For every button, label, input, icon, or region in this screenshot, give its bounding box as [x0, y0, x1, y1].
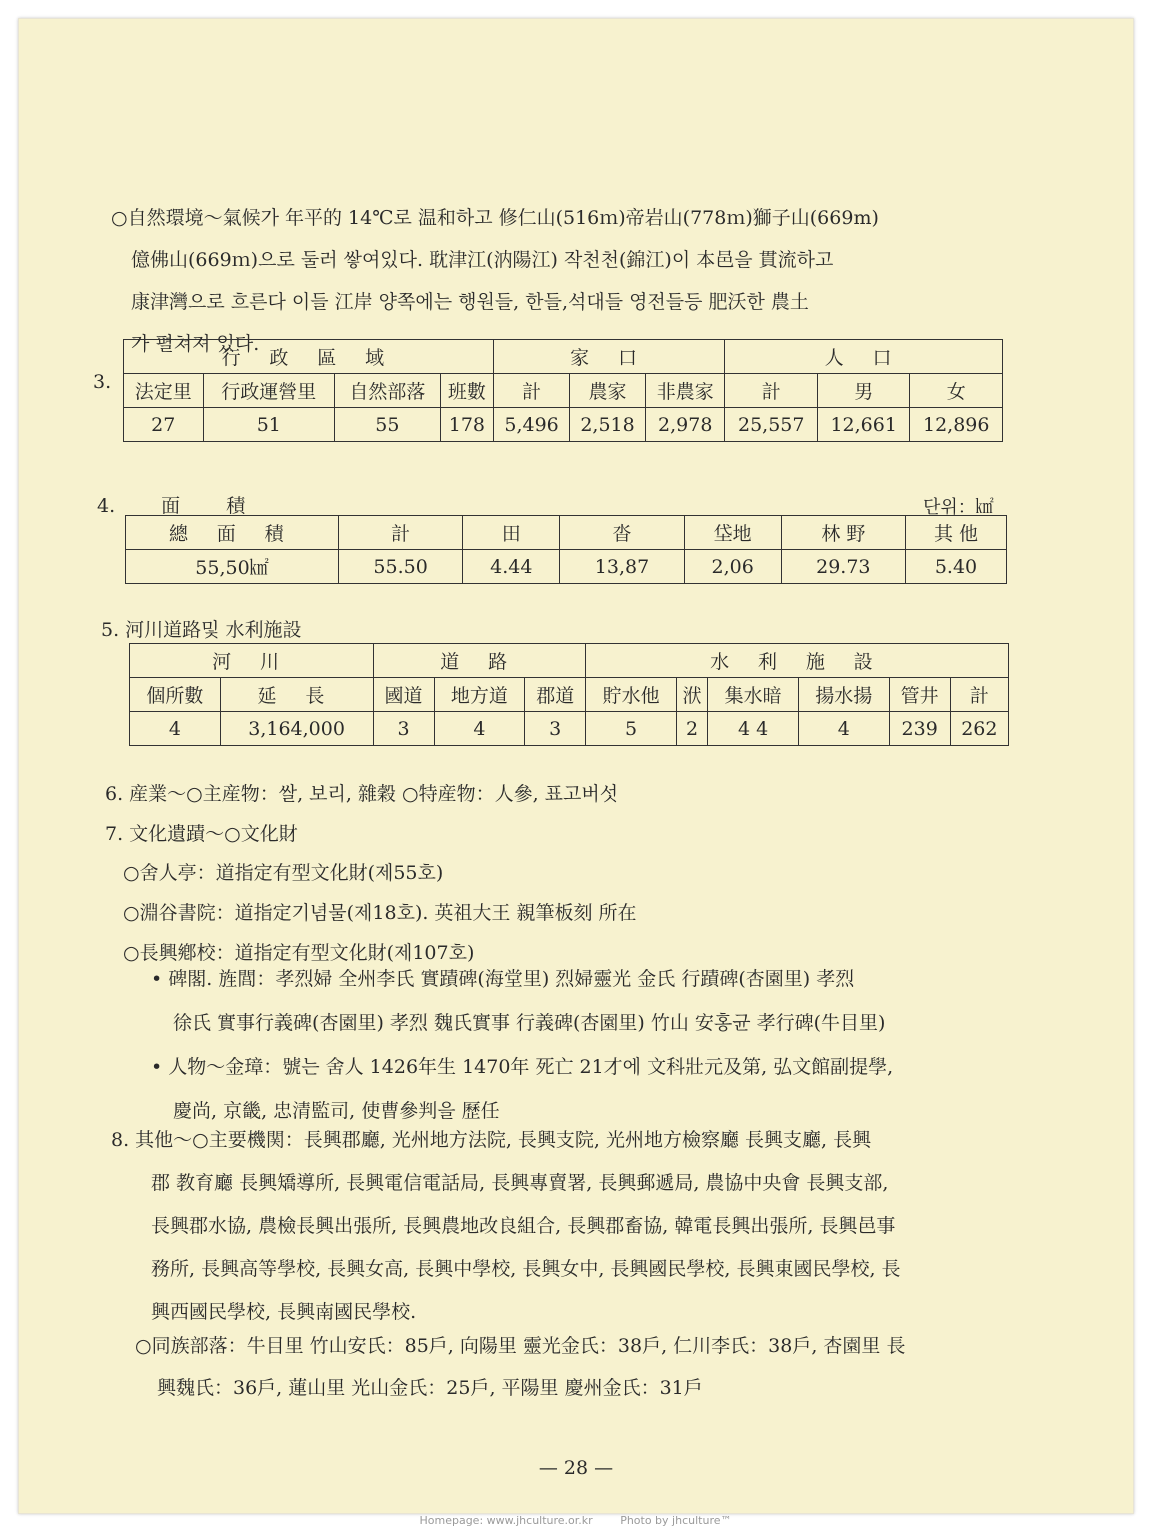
bullet-line: 徐氏 實事行義碑(杏園里) 孝烈 魏氏實事 行義碑(杏園里) 竹山 安홍균 孝行碑(牛目里): [173, 1012, 886, 1034]
intro-line: 億佛山(669ｍ)으로 둘러 쌓여있다. 耽津江(汭陽江) 작천천(錦江)이 本邑을 貫流하고: [131, 249, 834, 271]
table-cell: 2,978: [645, 408, 725, 442]
table-cell: 178: [440, 408, 493, 442]
monuments-and-people: [151, 957, 1041, 1133]
table-cell: 2,518: [570, 408, 646, 442]
list-item: ○舍人亭：道指定有型文化財(제55호): [123, 862, 444, 884]
table-cell: 12,661: [817, 408, 909, 442]
column-header: 法定里: [124, 374, 204, 408]
table-cell: 3: [373, 712, 434, 746]
paragraph-line: 8. 其他～○主要機関：長興郡廳, 光州地方法院, 長興支院, 光州地方檢察廳 長興支廳, 長興: [111, 1129, 872, 1151]
group-header: 家 口: [494, 340, 725, 374]
group-header: 河 川: [130, 644, 374, 678]
section-4-title: 4. 面 積: [97, 495, 246, 517]
section-5-title: 5. 河川道路및 水利施設: [101, 619, 302, 641]
list-item: ○長興鄕校：道指定有型文化財(제107호): [123, 942, 475, 964]
table-cell: 27: [124, 408, 204, 442]
table-cell: 2,06: [684, 550, 781, 584]
column-header: 田: [463, 516, 560, 550]
table-cell: 5.40: [905, 550, 1006, 584]
column-header: 男: [817, 374, 909, 408]
table-cell: 4: [130, 712, 221, 746]
column-header: 計: [950, 678, 1008, 712]
table-cell: 5: [586, 712, 677, 746]
column-header: 沓: [560, 516, 684, 550]
column-header: 自然部落: [335, 374, 441, 408]
group-header: 水 利 施 設: [586, 644, 1009, 678]
column-header: 其 他: [905, 516, 1006, 550]
column-header: 揚水揚: [798, 678, 889, 712]
list-item: ○淵谷書院：道指定기념물(제18호). 英祖大王 親筆板刻 所在: [123, 902, 637, 924]
river-road-water-table: [129, 643, 1009, 746]
section-8-other: [111, 1119, 1001, 1334]
table-cell: 29.73: [781, 550, 905, 584]
bullet-line: 慶尚, 京畿, 忠清監司, 使曹參判을 歷任: [173, 1100, 500, 1122]
table-cell: 3,164,000: [220, 712, 373, 746]
intro-line: 康津灣으로 흐른다 이들 江岸 양쪽에는 행원들, 한들,석대들 영전들등 肥沃한 農土: [131, 291, 809, 313]
column-header: 女: [910, 374, 1003, 408]
group-header: 人 口: [725, 340, 1003, 374]
column-header: 林 野: [781, 516, 905, 550]
table-cell: 4 4: [708, 712, 799, 746]
paragraph-line: 興魏氏：36戶, 蓮山里 光山金氏：25戶, 平陽里 慶州金氏：31戶: [157, 1377, 703, 1399]
table-cell: 12,896: [910, 408, 1003, 442]
clan-villages: [135, 1325, 1025, 1409]
intro-line: 가 펼쳐져 있다.: [131, 333, 260, 355]
column-header: 延 長: [220, 678, 373, 712]
unit-label: 단위：㎢: [923, 497, 994, 518]
homepage-credit: Homepage: www.jhculture.or.kr: [419, 1514, 593, 1527]
paragraph-line: 興西國民學校, 長興南國民學校.: [151, 1301, 417, 1323]
column-header: 非農家: [645, 374, 725, 408]
section-6-industry: 6. 産業～○主産物：쌀, 보리, 雜穀 ○特産物：人參, 표고버섯: [105, 783, 619, 805]
column-header: 管井: [889, 678, 950, 712]
intro-line: ○自然環境～氣候가 年平的 14℃로 温和하고 修仁山(516ｍ)帝岩山(778ｍ)獅子山(669m): [111, 207, 879, 229]
table-cell: 55: [335, 408, 441, 442]
table-cell: 3: [525, 712, 586, 746]
group-header: 行 政 區 域: [124, 340, 494, 374]
column-header: 垈地: [684, 516, 781, 550]
column-header: 集水暗: [708, 678, 799, 712]
paragraph-line: 郡 教育廳 長興矯導所, 長興電信電話局, 長興專賣署, 長興郵遞局, 農協中央會 長興支部,: [151, 1172, 889, 1194]
table-cell: 239: [889, 712, 950, 746]
admin-district-table: [123, 339, 1003, 442]
table-cell: 5,496: [494, 408, 570, 442]
table-cell: 13,87: [560, 550, 684, 584]
column-header: 行政運營里: [203, 374, 335, 408]
table-cell: 55,50㎢: [126, 550, 339, 584]
table-cell: 4: [798, 712, 889, 746]
paragraph-line: ○同族部落：牛目里 竹山安氏：85戶, 向陽里 靈光金氏：38戶, 仁川李氏：38戶, 杏園里 長: [135, 1335, 906, 1357]
column-header: 總 面 積: [126, 516, 339, 550]
column-header: 地方道: [434, 678, 525, 712]
paragraph-line: 長興郡水協, 農檢長興出張所, 長興農地改良組合, 長興郡畜協, 韓電長興出張所, 長興邑事: [151, 1215, 896, 1237]
table-cell: 25,557: [725, 408, 817, 442]
section-3-number: 3.: [93, 371, 112, 393]
column-header: 計: [494, 374, 570, 408]
column-header: 農家: [570, 374, 646, 408]
photo-credit: Photo by jhculture™: [620, 1514, 732, 1527]
column-header: 洑: [676, 678, 707, 712]
bullet-line: • 人物～金璋：號는 舍人 1426年生 1470年 死亡 21才에 文科壯元及第, 弘文館副提學,: [151, 1056, 894, 1078]
paragraph-line: 務所, 長興高等學校, 長興女高, 長興中學校, 長興女中, 長興國民學校, 長興東國民學校, 長: [151, 1258, 901, 1280]
column-header: 計: [339, 516, 463, 550]
table-cell: 4: [434, 712, 525, 746]
column-header: 郡道: [525, 678, 586, 712]
table-cell: 2: [676, 712, 707, 746]
page-number: — 28 —: [538, 1457, 614, 1479]
column-header: 計: [725, 374, 817, 408]
document-page: [18, 18, 1134, 1514]
column-header: 國道: [373, 678, 434, 712]
column-header: 班數: [440, 374, 493, 408]
table-cell: 55.50: [339, 550, 463, 584]
bullet-line: • 碑閣. 旌閭：孝烈婦 全州李氏 實蹟碑(海堂里) 烈婦靈光 金氏 行蹟碑(杏園里) 孝烈: [151, 968, 855, 990]
column-header: 個所數: [130, 678, 221, 712]
column-header: 貯水他: [586, 678, 677, 712]
group-header: 道 路: [373, 644, 586, 678]
section-7-title: 7. 文化遺蹟～○文化財: [105, 823, 298, 845]
cultural-assets-list: [123, 853, 1013, 973]
table-cell: 4.44: [463, 550, 560, 584]
table-cell: 51: [203, 408, 335, 442]
footer: [0, 1514, 1151, 1527]
table-cell: 262: [950, 712, 1008, 746]
area-table: [125, 515, 1007, 584]
